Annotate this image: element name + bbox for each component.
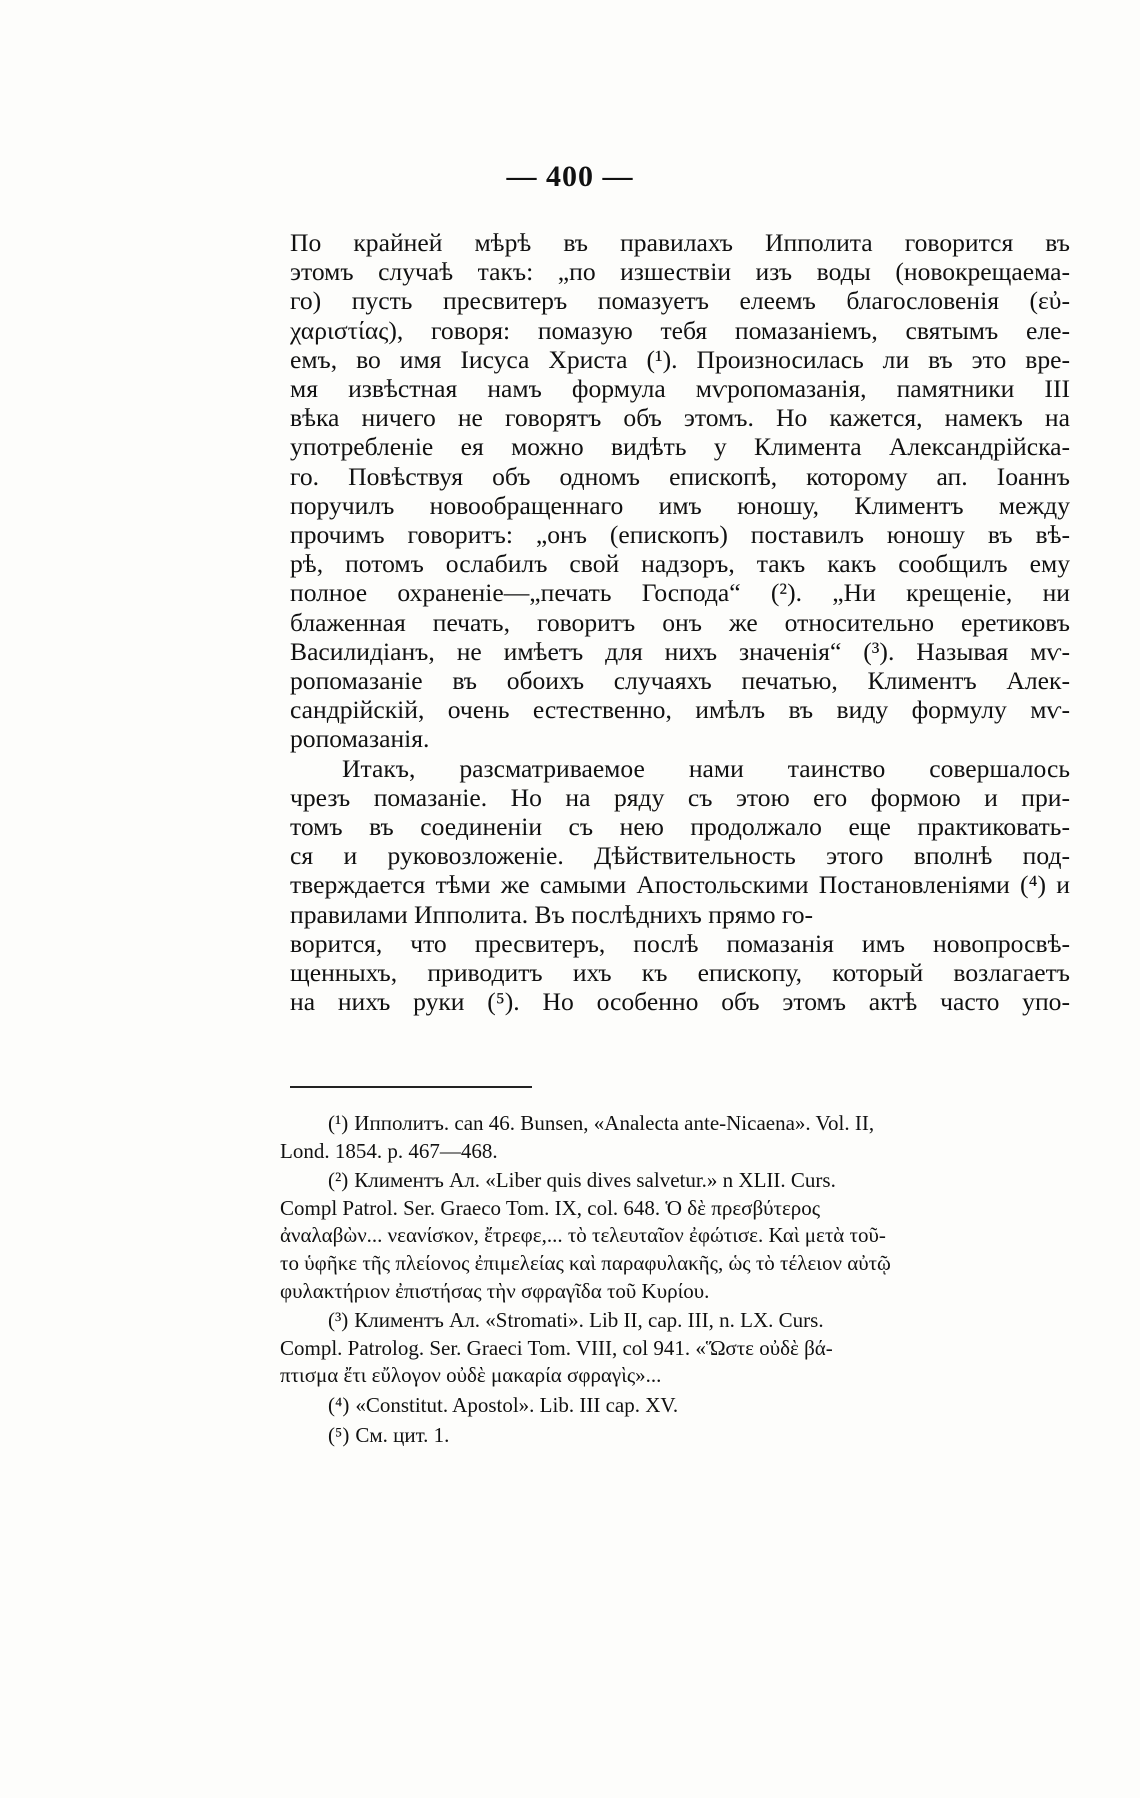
text-line: ся и руковозложеніе. Дѣйствительность этого вполнѣ под-: [290, 841, 1070, 871]
footnote-line: [280, 1110, 1070, 1138]
footnote-marker: (¹): [328, 1111, 349, 1135]
text-line: тверждается тѣми же самыми Апостольскими Постановленіями (⁴) и правилами Ипполита. Въ послѣднихъ прямо го-: [290, 870, 1070, 929]
text-line: ворится, что пресвитеръ, послѣ помазанія имъ новопросвѣ-: [290, 928, 1070, 958]
footnote-line: ἀναλαβὼν... νεανίσκον, ἔτρεφε,... τὸ τελευταῖον ἐφώτισε. Καὶ μετὰ τοῦ-: [280, 1223, 886, 1248]
footnote-text: Климентъ Ал. «Liber quis dives salvetur.» n XLII. Curs.: [354, 1168, 836, 1193]
footnote-line: [280, 1392, 1070, 1420]
footnote-line: το ὑφῆκε τῆς πλείονος ἐπιμελείας καὶ παραφυλακῆς, ὡς τὸ τέλειον αὐτῷ: [280, 1250, 891, 1275]
text-line: вѣка ничего не говорятъ объ этомъ. Но кажется, намекъ на: [290, 403, 1070, 433]
text-line: мя извѣстная намъ формула мѵропомазанія, памятники III: [290, 374, 1070, 404]
text-line: сандрійскій, очень естественно, имѣлъ въ виду формулу мѵ-: [290, 695, 1070, 725]
footnote-line: [280, 1422, 1070, 1450]
footnote-1: [280, 1110, 1070, 1165]
main-text: [290, 228, 1070, 1016]
footnote-marker: (⁴): [328, 1392, 350, 1417]
footnote-2: [280, 1167, 1070, 1305]
text-line: полное охраненіе—„печать Господа“ (²). „Ни крещеніе, ни: [290, 578, 1070, 608]
footnote-text: См. цит. 1.: [355, 1422, 450, 1447]
footnotes: [280, 1110, 1070, 1451]
footnote-marker: (³): [328, 1308, 349, 1333]
footnote-text: Ипполитъ. can 46. Bunsen, «Analecta ante-Nicaena». Vol. II,: [354, 1111, 875, 1135]
footnote-line: Compl Patrol. Ser. Graeco Tom. IX, col. 648. Ὁ δὲ πρεσβύτερος: [280, 1195, 821, 1220]
text-line: го) пусть пресвитеръ помазуетъ елеемъ благословенія (εὐ-: [290, 286, 1070, 316]
footnote-3: [280, 1307, 1070, 1390]
text-line: чрезъ помазаніе. Но на ряду съ этою его формою и при-: [290, 782, 1070, 812]
text-line: го. Повѣствуя объ одномъ епископѣ, которому ап. Іоаннъ: [290, 461, 1070, 491]
text-line: на нихъ руки (⁵). Но особенно объ этомъ актѣ часто упо-: [290, 987, 1070, 1017]
text-line: прочимъ говоритъ: „онъ (епископъ) поставилъ юношу въ вѣ-: [290, 520, 1070, 550]
footnote-line: πτισμα ἔτι εὔλογον οὐδὲ μακαρία σφραγὶς»...: [280, 1363, 662, 1388]
footnote-line: [280, 1167, 1070, 1195]
footnote-marker: (²): [328, 1168, 349, 1193]
text-line: этомъ случаѣ такъ: „по изшествіи изъ воды (новокрещаема-: [290, 257, 1070, 287]
text-line: блаженная печать, говоритъ онъ же относительно еретиковъ: [290, 607, 1070, 637]
footnote-marker: (⁵): [328, 1422, 350, 1447]
footnote-4: [280, 1392, 1070, 1420]
text-line: щенныхъ, приводитъ ихъ къ епископу, который возлагаетъ: [290, 958, 1070, 988]
text-line: ропомазаніе въ обоихъ случаяхъ печатью, Климентъ Алек-: [290, 666, 1070, 696]
text-line: Итакъ, разсматриваемое нами таинство совершалось: [342, 753, 1070, 783]
text-line: ропомазанія.: [290, 724, 430, 754]
footnote-text: Климентъ Ал. «Stromati». Lib II, cap. III, n. LX. Curs.: [354, 1308, 824, 1333]
footnote-text: «Constitut. Apostol». Lib. III cap. XV.: [355, 1392, 679, 1417]
footnote-line: φυλακτήριον ἐπιστήσας τὴν σφραγῖδα τοῦ Κυρίου.: [280, 1278, 710, 1303]
text-line: Василидіанъ, не имѣетъ для нихъ значенія“ (³). Называя мѵ-: [290, 636, 1070, 666]
footnote-line: Lond. 1854. p. 467—468.: [280, 1138, 498, 1163]
text-line: поручилъ новообращеннаго имъ юношу, Климентъ между: [290, 490, 1070, 520]
footnote-divider: [290, 1086, 532, 1088]
text-line: емъ, во имя Іисуса Христа (¹). Произносилась ли въ это вре-: [290, 344, 1070, 374]
page-number: — 400 —: [506, 160, 634, 193]
footnote-5: [280, 1422, 1070, 1450]
text-line: употребленіе ея можно видѣть у Климента Александрійска-: [290, 432, 1070, 462]
text-line: По крайней мѣрѣ въ правилахъ Ипполита говорится въ: [290, 228, 1070, 257]
text-line: χαριστίας), говоря: помазую тебя помазаніемъ, святымъ еле-: [290, 315, 1070, 345]
footnote-line: [280, 1307, 1070, 1335]
text-line: рѣ, потомъ ослабилъ свой надзоръ, такъ какъ сообщилъ ему: [290, 549, 1070, 579]
footnote-line: Compl. Patrolog. Ser. Graeci Tom. VIII, col 941. «Ὥστε οὐδὲ βά-: [280, 1335, 833, 1360]
text-line: томъ въ соединеніи съ нею продолжало еще практиковать-: [290, 812, 1070, 842]
